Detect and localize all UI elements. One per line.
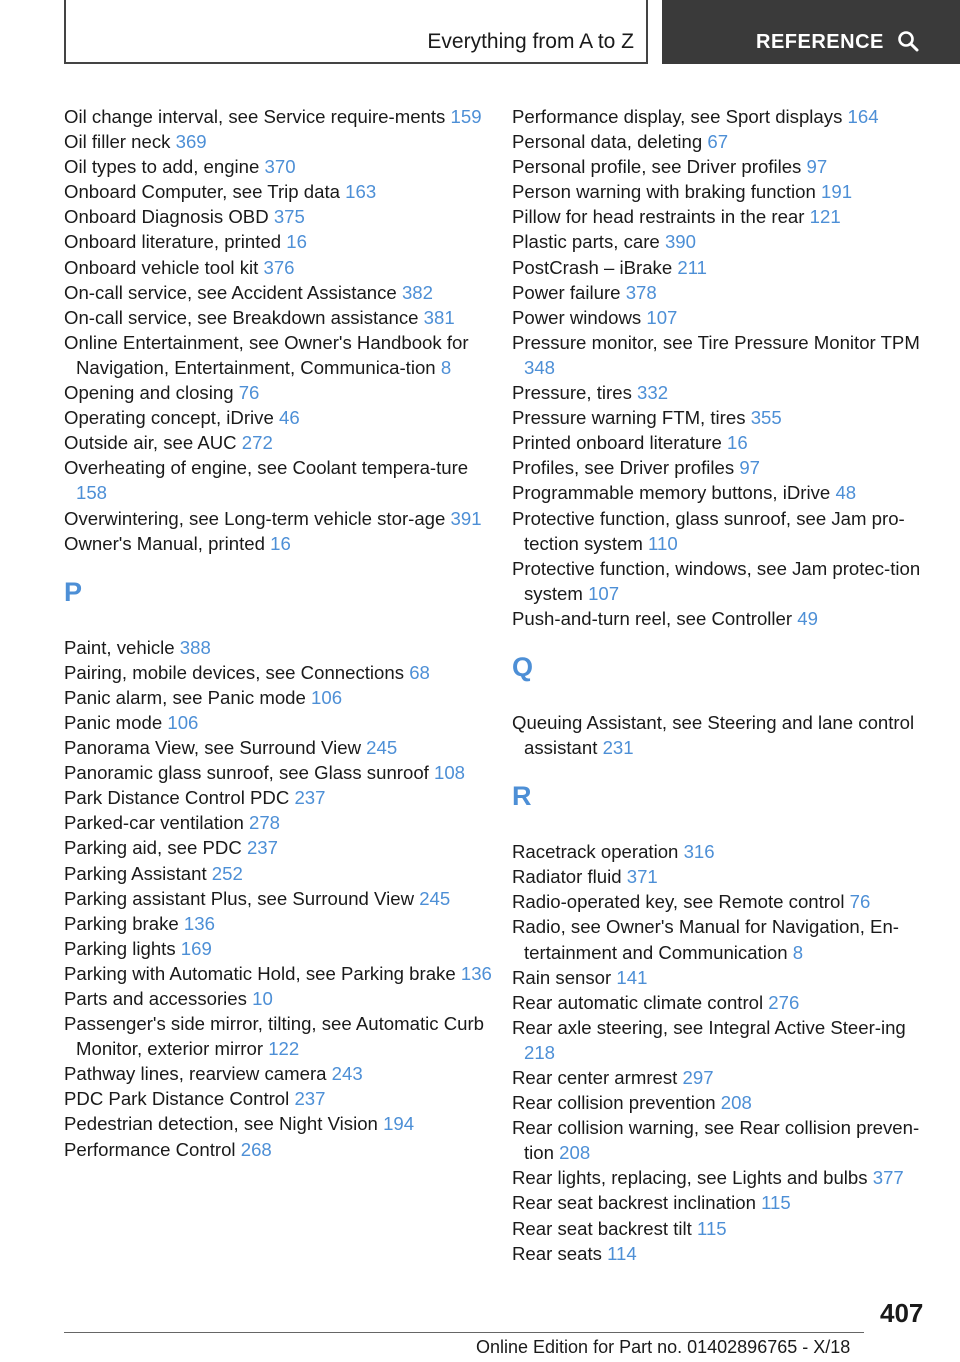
page-reference-link[interactable]: 371	[626, 866, 658, 888]
index-entry	[512, 864, 932, 889]
index-entry-text: Pathway lines, rearview camera	[64, 1063, 327, 1085]
index-entry-text: Panic mode	[64, 711, 163, 733]
index-entry-text: Profiles, see Driver profiles	[512, 457, 735, 479]
page-reference-link[interactable]: 381	[423, 306, 455, 328]
index-entry-text: Parking Assistant	[64, 862, 207, 884]
page-number: 407	[880, 1298, 924, 1328]
index-entry-text: Power windows	[512, 306, 642, 328]
page-reference-link[interactable]: 115	[761, 1192, 791, 1214]
index-entry	[512, 1241, 932, 1266]
index-entry-text: Radio-operated key, see Remote control	[512, 891, 845, 913]
index-entry	[64, 911, 504, 936]
page-reference-link[interactable]: 97	[739, 457, 761, 479]
search-icon[interactable]	[896, 29, 920, 53]
page-reference-link[interactable]: 297	[682, 1067, 714, 1088]
page-reference-link[interactable]: 272	[241, 432, 273, 454]
index-entry-text: Rear lights, replacing, see Lights and bulbs	[512, 1167, 868, 1189]
index-entry-text: Parts and accessories	[64, 988, 247, 1009]
page-reference-link[interactable]: 136	[183, 912, 215, 934]
index-entry-text: Overwintering, see Long-term vehicle stor‐age	[64, 507, 446, 529]
page-reference-link[interactable]: 136	[460, 962, 492, 984]
index-column-left	[64, 104, 504, 1162]
footer-edition: Online Edition for Part no. 01402896765 - X/18	[476, 1337, 851, 1357]
index-entry-text: Paint, vehicle	[64, 636, 175, 658]
index-entry	[512, 255, 932, 280]
index-entry-text: Parking aid, see PDC	[64, 837, 242, 859]
page-reference-link[interactable]: 268	[240, 1138, 272, 1160]
page-reference-link[interactable]: 67	[707, 131, 729, 153]
header-section-box	[64, 0, 648, 64]
page-reference-link[interactable]: 276	[768, 991, 800, 1013]
index-entry-text: Onboard vehicle tool kit	[64, 256, 259, 278]
page-reference-link[interactable]: 208	[559, 1142, 591, 1164]
index-entry-text: Rear collision warning, see Rear collision preven‐tion	[512, 1117, 920, 1164]
header-section-title: Everything from A to Z	[427, 30, 634, 53]
page-reference-link[interactable]: 237	[294, 787, 326, 809]
page-reference-link[interactable]: 348	[524, 356, 556, 378]
page-reference-link[interactable]: 237	[246, 837, 278, 859]
index-entry	[512, 1216, 932, 1241]
index-entry-text: Oil change interval, see Service require‐ments	[64, 106, 446, 127]
page-reference-link[interactable]: 16	[270, 532, 291, 554]
index-entry-text: Overheating of engine, see Coolant tempera‐ture	[64, 457, 469, 479]
index-entry	[64, 430, 504, 455]
index-entry	[64, 760, 504, 785]
index-entry-text: Rain sensor	[512, 966, 612, 988]
footer-divider	[64, 1332, 864, 1333]
page-reference-link[interactable]: 369	[175, 131, 207, 153]
index-entry	[64, 104, 504, 129]
index-letter-heading: P	[64, 576, 83, 607]
page-reference-link[interactable]: 316	[683, 841, 715, 863]
page-reference-link[interactable]: 375	[273, 206, 305, 228]
index-entry	[512, 606, 932, 631]
index-entry	[512, 889, 932, 914]
page-reference-link[interactable]: 106	[167, 711, 199, 733]
index-letter-heading: Q	[512, 651, 534, 682]
index-entry-text: Protective function, glass sunroof, see Jam pro‐tection system	[512, 507, 905, 554]
page-reference-link[interactable]: 108	[434, 762, 466, 784]
index-entry-text: Onboard Diagnosis OBD	[64, 206, 269, 228]
index-entry-text: Parking assistant Plus, see Surround View	[64, 887, 415, 909]
page-reference-link[interactable]: 115	[696, 1217, 727, 1239]
index-entry-text: Rear collision prevention	[512, 1092, 716, 1114]
index-entry	[512, 1015, 932, 1065]
index-entry	[512, 154, 932, 179]
index-entry	[64, 179, 504, 204]
index-entry	[512, 229, 932, 254]
index-entry-text: Onboard literature, printed	[64, 231, 282, 253]
index-entry-text: Operating concept, iDrive	[64, 407, 274, 429]
index-entry	[64, 154, 504, 179]
index-entry-text: PostCrash – iBrake	[512, 256, 673, 278]
index-entry-text: Passenger's side mirror, tilting, see Automatic Curb Monitor, exterior mirror	[64, 1013, 485, 1060]
index-entry-text: Pressure warning FTM, tires	[512, 407, 746, 429]
index-entry	[512, 506, 932, 556]
index-entry-text: On-call service, see Accident Assistance	[64, 281, 397, 303]
page-reference-link[interactable]: 378	[625, 281, 657, 303]
page-reference-link[interactable]: 10	[252, 988, 273, 1009]
index-entry-text: Onboard Computer, see Trip data	[64, 181, 340, 203]
index-entry-text: Programmable memory buttons, iDrive	[512, 482, 831, 504]
header-chapter-tab[interactable]	[662, 0, 960, 64]
page-reference-link[interactable]: 391	[450, 507, 482, 529]
index-entry	[64, 280, 504, 305]
index-entry-text: Protective function, windows, see Jam protec‐tion system	[512, 557, 921, 604]
index-entry	[512, 104, 932, 129]
page-reference-link[interactable]: 370	[264, 156, 296, 178]
index-entry-text: Performance Control	[64, 1138, 236, 1160]
index-entry	[64, 861, 504, 886]
index-entry	[64, 455, 504, 505]
index-entry-text: Radio, see Owner's Manual for Navigation, En‐tertainment and Communication	[512, 916, 899, 963]
index-entry-text: Park Distance Control PDC	[64, 787, 290, 809]
index-entry	[64, 129, 504, 154]
page-reference-link[interactable]: 76	[238, 382, 260, 404]
header-chapter-title: REFERENCE	[756, 31, 884, 53]
page-reference-link[interactable]: 110	[648, 532, 678, 554]
index-entry	[512, 480, 932, 505]
index-entry	[512, 330, 932, 380]
index-entry-text: Online Entertainment, see Owner's Handbook for Navigation, Entertainment, Communica‐tion	[64, 331, 469, 378]
index-entry	[512, 965, 932, 990]
page-reference-link[interactable]: 194	[383, 1113, 415, 1135]
page-reference-link[interactable]: 278	[249, 812, 281, 834]
index-entry-text: Oil types to add, engine	[64, 156, 260, 178]
index-entry	[512, 1090, 932, 1115]
page-reference-link[interactable]: 245	[419, 887, 451, 909]
index-entry	[512, 1190, 932, 1215]
index-entry-text: Panorama View, see Surround View	[64, 737, 361, 759]
page-reference-link[interactable]: 48	[835, 482, 857, 504]
page-reference-link[interactable]: 76	[849, 891, 871, 913]
index-entry-text: Owner's Manual, printed	[64, 532, 265, 554]
index-entry	[512, 405, 932, 430]
page-reference-link[interactable]: 237	[294, 1088, 326, 1110]
page-reference-link[interactable]: 169	[180, 937, 212, 959]
page-reference-link[interactable]: 218	[524, 1041, 556, 1063]
page-reference-link[interactable]: 49	[797, 607, 818, 629]
page-reference-link[interactable]: 159	[450, 106, 482, 127]
page-reference-link[interactable]: 243	[331, 1063, 363, 1085]
index-entry	[512, 305, 932, 330]
index-entry	[64, 380, 504, 405]
index-entry	[512, 1165, 932, 1190]
index-entry	[512, 204, 932, 229]
index-entry	[64, 986, 504, 1011]
index-entry-text: Plastic parts, care	[512, 231, 660, 253]
index-entry	[64, 229, 504, 254]
index-entry	[512, 280, 932, 305]
page-reference-link[interactable]: 106	[311, 686, 343, 708]
index-entry	[64, 1137, 504, 1162]
index-entry-text: Rear seat backrest inclination	[512, 1192, 756, 1214]
index-entry-text: Performance display, see Sport displays	[512, 106, 843, 127]
index-entry	[64, 936, 504, 961]
index-entry-text: Panic alarm, see Panic mode	[64, 686, 306, 708]
index-entry	[512, 1065, 932, 1090]
index-entry	[64, 506, 504, 531]
index-entry-text: Pillow for head restraints in the rear	[512, 206, 805, 228]
index-entry	[64, 204, 504, 229]
index-entry-text: Oil filler neck	[64, 131, 171, 153]
index-entry	[512, 179, 932, 204]
page-reference-link[interactable]: 390	[664, 231, 696, 253]
index-entry-text: Pressure monitor, see Tire Pressure Monitor TPM	[512, 331, 920, 353]
page-reference-link[interactable]: 114	[607, 1242, 637, 1264]
page-reference-link[interactable]: 231	[602, 737, 634, 759]
index-entry-text: Power failure	[512, 281, 621, 303]
index-entry	[512, 839, 932, 864]
page-reference-link[interactable]: 141	[616, 966, 648, 988]
index-entry-text: Printed onboard literature	[512, 432, 722, 454]
page-reference-link[interactable]: 121	[809, 206, 841, 228]
page-reference-link[interactable]: 355	[750, 407, 782, 429]
page-reference-link[interactable]: 46	[278, 407, 300, 429]
page-reference-link[interactable]: 68	[409, 661, 430, 683]
index-entry	[64, 835, 504, 860]
index-entry	[64, 660, 504, 685]
index-entry	[64, 255, 504, 280]
page-reference-link[interactable]: 388	[179, 636, 211, 658]
index-entry	[64, 961, 504, 986]
index-entry-text: Pairing, mobile devices, see Connections	[64, 661, 405, 683]
page-reference-link[interactable]: 245	[366, 737, 398, 759]
page-reference-link[interactable]: 16	[727, 432, 748, 454]
index-entry	[64, 1086, 504, 1111]
index-entry-text: Pedestrian detection, see Night Vision	[64, 1113, 378, 1135]
index-entry-text: Opening and closing	[64, 382, 234, 404]
index-entry	[64, 735, 504, 760]
index-entry	[64, 785, 504, 810]
page-reference-link[interactable]: 8	[440, 356, 452, 378]
index-entry-text: Queuing Assistant, see Steering and lane control assistant	[512, 711, 915, 759]
index-entry	[512, 710, 932, 760]
page-reference-link[interactable]: 332	[637, 382, 669, 404]
index-entry	[64, 531, 504, 556]
index-entry-text: Rear axle steering, see Integral Active Steer‐ing	[512, 1016, 906, 1038]
index-entry	[512, 430, 932, 455]
index-entry	[64, 710, 504, 735]
index-entry-text: Pressure, tires	[512, 382, 632, 404]
index-entry	[512, 380, 932, 405]
index-entry	[64, 305, 504, 330]
index-entry	[64, 685, 504, 710]
index-entry-text: Racetrack operation	[512, 841, 679, 863]
index-entry	[64, 1111, 504, 1136]
page-reference-link[interactable]: 107	[588, 582, 620, 604]
page-reference-link[interactable]: 208	[720, 1092, 752, 1114]
index-entry-text: Rear seats	[512, 1242, 602, 1264]
index-entry-text: Radiator fluid	[512, 866, 622, 888]
index-entry	[512, 1115, 932, 1165]
index-entry	[512, 990, 932, 1015]
index-entry-text: Panoramic glass sunroof, see Glass sunroof	[64, 762, 429, 784]
index-entry-text: Parked-car ventilation	[64, 812, 244, 834]
page-reference-link[interactable]: 163	[345, 181, 377, 203]
page-reference-link[interactable]: 97	[806, 156, 828, 178]
page-reference-link[interactable]: 164	[847, 106, 879, 127]
page-reference-link[interactable]: 382	[401, 281, 433, 303]
index-entry-text: Rear center armrest	[512, 1067, 678, 1088]
index-entry-text: On-call service, see Breakdown assistance	[64, 306, 419, 328]
index-entry	[64, 1011, 504, 1061]
page-reference-link[interactable]: 107	[646, 306, 678, 328]
index-entry	[512, 556, 932, 606]
index-letter-heading: R	[512, 781, 532, 812]
index-entry-text: Personal profile, see Driver profiles	[512, 156, 802, 178]
index-entry-text: Parking lights	[64, 937, 176, 959]
page-reference-link[interactable]: 158	[76, 482, 108, 504]
index-entry	[512, 129, 932, 154]
page-reference-link[interactable]: 377	[872, 1167, 904, 1189]
index-entry	[64, 635, 504, 660]
page-reference-link[interactable]: 376	[263, 256, 295, 278]
page-reference-link[interactable]: 8	[792, 941, 804, 963]
index-entry	[64, 330, 504, 380]
page-reference-link[interactable]: 191	[821, 181, 853, 203]
index-entry-text: Rear automatic climate control	[512, 991, 764, 1013]
page-reference-link[interactable]: 16	[286, 231, 307, 253]
page-reference-link[interactable]: 122	[268, 1038, 300, 1060]
index-entry-text: Parking with Automatic Hold, see Parking brake	[64, 962, 456, 984]
index-entry-text: Personal data, deleting	[512, 131, 703, 153]
index-entry-text: Outside air, see AUC	[64, 432, 237, 454]
index-entry-text: PDC Park Distance Control	[64, 1088, 290, 1110]
index-entry-text: Push-and-turn reel, see Controller	[512, 607, 793, 629]
index-entry	[512, 914, 932, 964]
index-entry	[512, 455, 932, 480]
index-entry-text: Rear seat backrest tilt	[512, 1217, 692, 1239]
page-reference-link[interactable]: 252	[211, 862, 243, 884]
index-column-right	[512, 104, 932, 1266]
page-reference-link[interactable]: 211	[677, 256, 708, 278]
index-entry	[64, 810, 504, 835]
index-entry-text: Parking brake	[64, 912, 179, 934]
index-entry	[64, 1061, 504, 1086]
index-entry	[64, 886, 504, 911]
index-entry	[64, 405, 504, 430]
index-entry-text: Person warning with braking function	[512, 181, 816, 203]
